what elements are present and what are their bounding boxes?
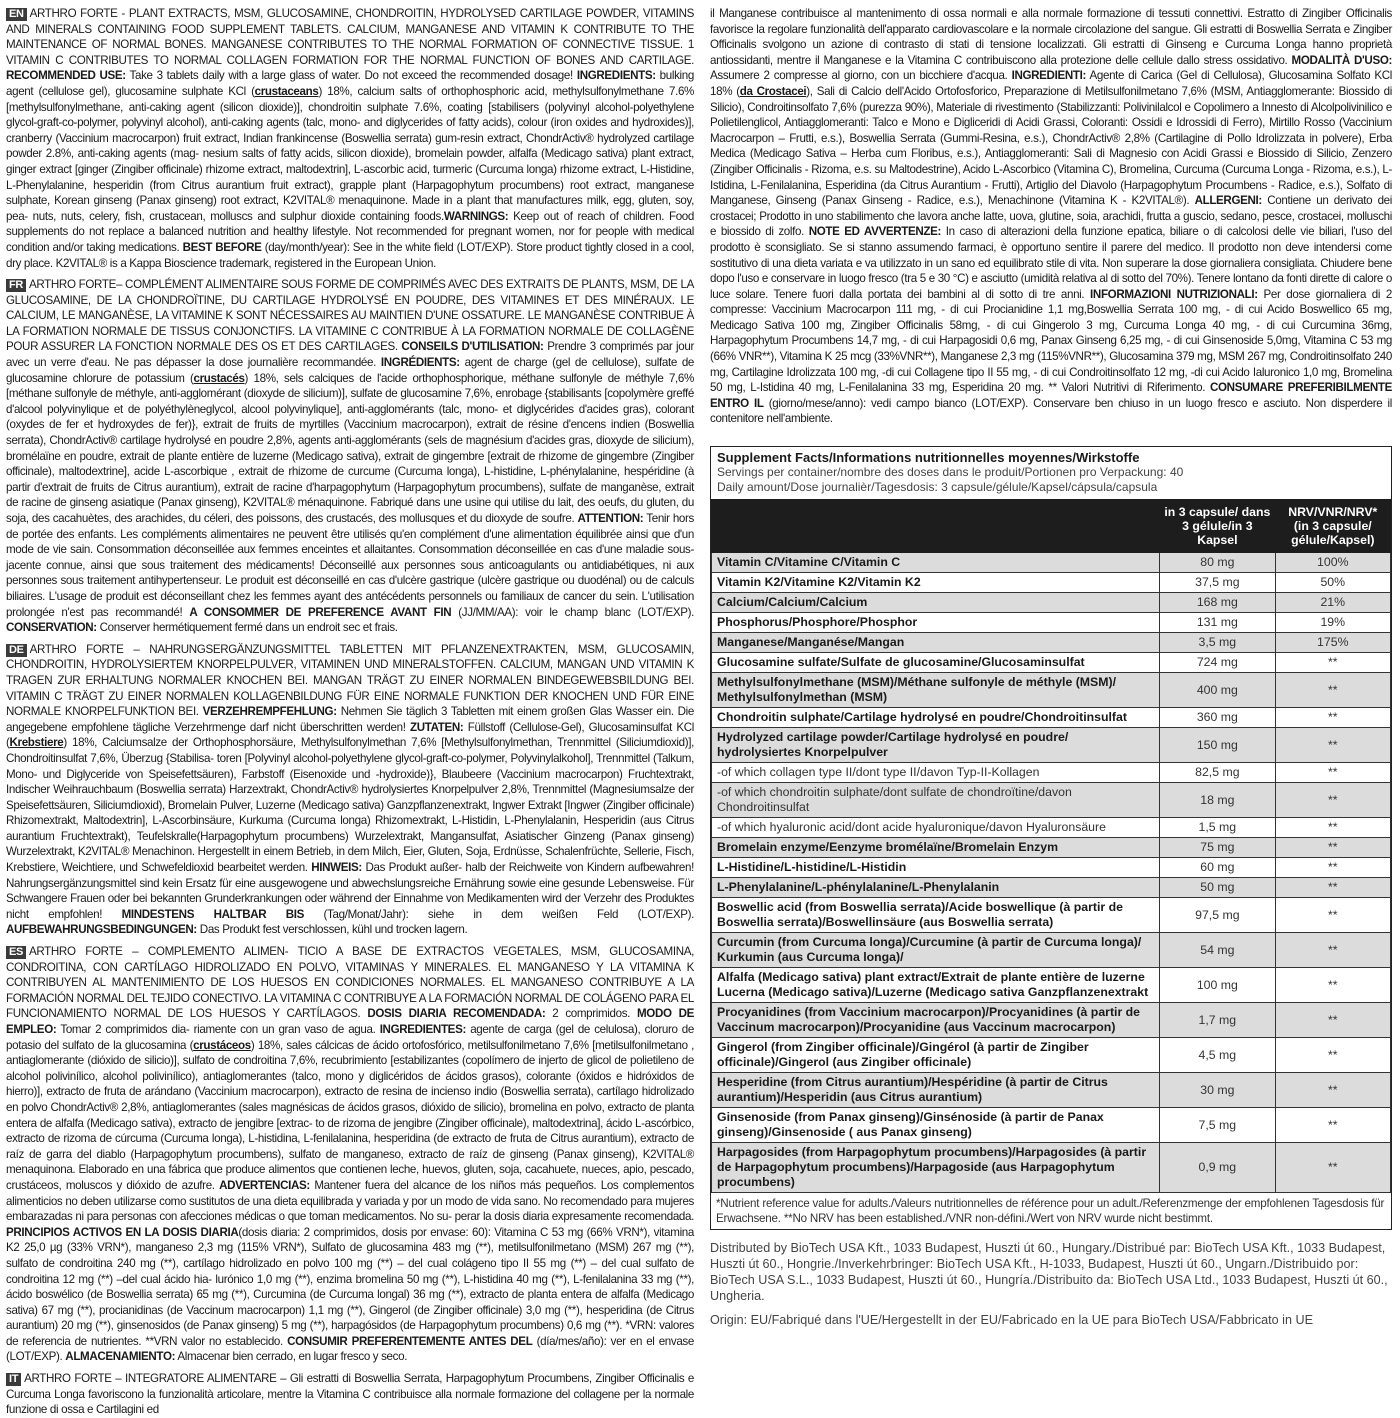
nutrient-nrv: ** xyxy=(1275,783,1390,818)
nutrient-amount: 3,5 mg xyxy=(1160,633,1275,653)
nutrient-nrv: ** xyxy=(1275,1143,1390,1193)
nutrient-amount: 30 mg xyxy=(1160,1073,1275,1108)
nutrient-name: Vitamin K2/Vitamine K2/Vitamin K2 xyxy=(712,573,1160,593)
nutrient-name: Hydrolyzed cartilage powder/Cartilage hydrolysé en poudre/ hydrolysiertes Knorpelpulver xyxy=(712,728,1160,763)
allergen-de: Krebstiere xyxy=(9,736,64,750)
nutrient-name: Chondroitin sulphate/Cartilage hydrolysé en poudre/Chondroitinsulfat xyxy=(712,708,1160,728)
nutrient-nrv: ** xyxy=(1275,673,1390,708)
lang-badge-it: IT xyxy=(6,1373,21,1386)
nutrient-nrv: ** xyxy=(1275,933,1390,968)
nutrient-amount: 82,5 mg xyxy=(1160,763,1275,783)
nutrient-amount: 400 mg xyxy=(1160,673,1275,708)
table-row xyxy=(712,1143,1391,1193)
nutrition-table xyxy=(711,499,1391,1193)
table-header-row xyxy=(712,500,1391,553)
nutrient-name: Phosphorus/Phosphore/Phosphor xyxy=(712,613,1160,633)
nutrient-amount: 131 mg xyxy=(1160,613,1275,633)
left-column xyxy=(6,6,695,1417)
de-heading: ARTHRO FORTE – NAHRUNGSERGÄNZUNGSMITTEL TABLETTEN MIT PFLANZENEXTRAKTEN, MSM, GLUCOSAMIN, CHONDROITIN, HYDROLYSIERTEM KNORPELPULVER, VITAMINEN UND MINERALSTOFFEN. CALCIUM, MANGAN UND VITAMIN K TRAGEN ZUR ERHALTUNG NORMALER KNOCHEN BEI. MANGAN TRÄGT ZU EINER NORMALEN BINDEGEWEBSBILDUNG BEI. VITAMIN C TRÄGT ZU EINER NORMALEN KOLLAGENBILDUNG FÜR EINE NORMALE FUNKTION DER KNOCHEN UND FÜR EINE NORMALE KNORPELFUNKTION BEI. xyxy=(6,642,694,719)
es-heading: ARTHRO FORTE – COMPLEMENTO ALIMEN- TICIO A BASE DE EXTRACTOS VEGETALES, MSM, GLUCOSAMINA, CONDROITINA, CON CARTÍLAGO HIDROLIZADO EN POLVO, VITAMINAS Y MINERALES. EL MANGANESO Y LA VITAMINA K CONTRIBUYEN AL MANTENIMIENTO DE LOS HUESOS EN CONDICIONES NORMALES. EL MANGANESO CONTRIBUYE A LA FORMACIÓN NORMAL DEL TEJIDO CONECTIVO. LA VITAMINA C CONTRIBUYE A LA FORMACIÓN NORMAL DE COLÁGENO PARA EL FUNCIONAMIENTO NORMAL DE LOS HUESOS Y CARTÍLAGOS. xyxy=(6,945,694,1021)
table-row xyxy=(712,898,1391,933)
nutrient-name: Gingerol (from Zingiber officinale)/Gingérol (à partir de Zingiber officinale)/Gingerol (aus Zingiber officinale) xyxy=(712,1038,1160,1073)
nutrient-nrv: ** xyxy=(1275,858,1390,878)
nutrient-amount: 1,5 mg xyxy=(1160,818,1275,838)
nutrient-name: Ginsenoside (from Panax ginseng)/Ginsénoside (à partir de Panax ginseng)/Ginsenoside ( aus Panax ginseng) xyxy=(712,1108,1160,1143)
nutrient-nrv: ** xyxy=(1275,898,1390,933)
header-name xyxy=(712,500,1160,553)
lang-badge-fr: FR xyxy=(6,279,26,292)
table-row xyxy=(712,838,1391,858)
nutrient-amount: 0,9 mg xyxy=(1160,1143,1275,1193)
nutrient-amount: 18 mg xyxy=(1160,783,1275,818)
nutrient-name: Harpagosides (from Harpagophytum procumbens)/Harpagosides (à partir de Harpagophytum procumbens)/Harpagoside (aus Harpagophytum procumbens) xyxy=(712,1143,1160,1193)
header-nrv: NRV/VNR/NRV* (in 3 capsule/ gélule/Kapsel) xyxy=(1275,500,1390,553)
nutrient-nrv: ** xyxy=(1275,653,1390,673)
section-de: DE ARTHRO FORTE – NAHRUNGSERGÄNZUNGSMITTEL TABLETTEN MIT PFLANZENEXTRAKTEN, MSM, GLUCOSAMIN, CHONDROITIN, HYDROLYSIERTEM KNORPELPULVER, VITAMINEN UND MINERALSTOFFEN. CALCIUM, MANGAN UND VITAMIN K TRAGEN ZUR ERHALTUNG NORMALER KNOCHEN BEI. MANGAN TRÄGT ZU EINER NORMALEN BINDEGEWEBSBILDUNG BEI. VITAMIN C TRÄGT ZU EINER NORMALEN KOLLAGENBILDUNG FÜR EINE NORMALE FUNKTION DER KNOCHEN UND FÜR EINE NORMALE KNORPELFUNKTION BEI. VERZEHREMPFEHLUNG: Nehmen Sie täglich 3 Tabletten mit einem großen Glas Wasser ein. Die angegebene empfohlene tägliche Verzehrmenge darf nicht überschritten werden! ZUTATEN: Füllstoff (Cellulose-Gel), Glucosaminsulfat KCl (Krebstiere) 18%, Calciumsalze der Orthophosphorsäure, Methylsulfonylmethan 7,6% [Methylsulfonylmethan, Trennmittel (Siliciumdioxid)], Chondroitinsulfat 7,6%, Überzug {Stabilisa- toren [Polyvinyl alcohol-polyethylene glycol-graft-co-polymer, Polyvinylalkohol], Trennmittel (Talkum, Mono- und Diglyceride von Speisefettsäuren), Farbstoff (Eisenoxide und -hydroxide)}, Blaubeere (Vaccinium macrocarpon) Fruchtextrakt, Indischer Weihrauchbaum (Boswellia serrata) Harzextrakt, ChondrActiv® hydrolysiertes Knorpelpulver 2,8%, Trennmittel (Magnesiumsalze der Speisefettsäuren, Siliciumdioxid), Bromelain Pulver, Luzerne (Medicago sativa) Ganzpflanzenextrakt, Ingwer Extrakt [Ingwer (Zingiber officinale) Rhizomextrakt, Maltodextrin], L-Ascorbinsäure, Kurkuma (Curcuma longa) Rhizomextrakt, L-Histidin, L-Phenylalanin, Hesperidin (aus Citrus aurantium Fruchtextrakt), Teufelskralle(Harpagophytum procumbens) Wurzelextrakt, Mangansulfat, Asiatischer Ginzeng (Panax ginseng) Wurzelextrakt, K2VITAL® Menachinon. Hergestellt in einem Betrieb, in dem Milch, Eier, Gluten, Soja, Erdnüsse, Schalenfrüchte, Sellerie, Fisch, Krebstiere, Weichtiere, und Schwefeldioxid bearbeitet werden. HINWEIS: Das Produkt außer- halb der Reichweite von Kindern aufbewahren! Nahrungsergänzungsmittel sind kein Ersatz für eine ausgewogene und abwechslungsreiche Ernährung sowie eine gesunde Lebensweise. Für Schwangere Frauen oder bei bekannten Grunderkrankungen oder während der Einnahme von Medikamenten wird der Verzehr des Produktes nicht empfohlen! MINDESTENS HALTBAR BIS (Tag/Monat/Jahr): siehe in dem weißen Feld (LOT/EXP). AUFBEWAHRUNGSBEDINGUNGEN: Das Produkt fest verschlossen, kühl und trocken lagern. xyxy=(6,642,694,937)
table-row xyxy=(712,613,1391,633)
nutrient-amount: 150 mg xyxy=(1160,728,1275,763)
nutrient-nrv: ** xyxy=(1275,728,1390,763)
table-row xyxy=(712,673,1391,708)
nutrient-name: Glucosamine sulfate/Sulfate de glucosamine/Glucosaminsulfat xyxy=(712,653,1160,673)
nutrient-name: Vitamin C/Vitamine C/Vitamin C xyxy=(712,553,1160,573)
fr-heading: ARTHRO FORTE– COMPLÉMENT ALIMENTAIRE SOUS FORME DE COMPRIMÉS AVEC DES EXTRAITS DE PLANTS, MSM, DE LA GLUCOSAMINE, DE LA CHONDROÏTINE, DU CARTILAGE HYDROLYSÉ EN POUDRE, DES VITAMINES ET DES MINÉRAUX. LE CALCIUM, LE MANGANÈSE, LA VITAMINE K SONT NÉCESSAIRES AU MAINTIEN D'UNE OSSATURE. LE MANGANÈSE CONTRIBUE À LA FORMATION NORMALE DE TISSUS CONJONCTIFS. LA VITAMINE C CONTRIBUE À LA FORMATION NORMALE DE COLLAGÈNE POUR ASSURER LA FONCTION NORMALE DES OS ET DES CARTILAGES. xyxy=(6,278,694,354)
nutrient-nrv: ** xyxy=(1275,818,1390,838)
origin-info: Origin: EU/Fabriqué dans l'UE/Hergestellt in der EU/Fabricado en la UE para BioTech USA/Fabbricato in UE xyxy=(710,1313,1313,1327)
nutrient-nrv: 50% xyxy=(1275,573,1390,593)
nutrient-name: -of which collagen type II/dont type II/davon Typ-II-Kollagen xyxy=(712,763,1160,783)
nutrient-amount: 100 mg xyxy=(1160,968,1275,1003)
table-row xyxy=(712,728,1391,763)
nutrient-nrv: 19% xyxy=(1275,613,1390,633)
section-es: ES ARTHRO FORTE – COMPLEMENTO ALIMEN- TICIO A BASE DE EXTRACTOS VEGETALES, MSM, GLUCOSAMINA, CONDROITINA, CON CARTÍLAGO HIDROLIZADO EN POLVO, VITAMINAS Y MINERALES. EL MANGANESO Y LA VITAMINA K CONTRIBUYEN AL MANTENIMIENTO DE LOS HUESOS EN CONDICIONES NORMALES. EL MANGANESO CONTRIBUYE A LA FORMACIÓN NORMAL DEL TEJIDO CONECTIVO. LA VITAMINA C CONTRIBUYE A LA FORMACIÓN NORMAL DE COLÁGENO PARA EL FUNCIONAMIENTO NORMAL DE LOS HUESOS Y CARTÍLAGOS. DOSIS DIARIA RECOMENDADA: 2 comprimidos. MODO DE EMPLEO: Tomar 2 comprimidos dia- riamente con un gran vaso de agua. INGREDIENTES: agente de carga (gel de celulosa), cloruro de potasio del sulfato de la glucosamina (crustáceos) 18%, sales cálcicas de ácido ortofosfórico, metilsulfonilmetano 7,6% [metilsulfonilmetano , antiaglomerante (dióxido de silicio)], sulfato de condroitina 7,6%, recubrimiento [estabilizantes (copolímero de injerto de glicol de polietileno de alcohol polivinílico, alcohol polivinílico), antiaglomerantes (talco, mono y diglicéridos de ácidos grasos), colorante (óxidos e hidróxidos de hierro)], extracto de fruta de arándano (Vaccinium macrocarpon), extracto de resina de incienso indio (Boswellia serrata), cartílago hidrolizado en polvo ChondrActiv® 2,8%, antiaglomerantes (sales magnésicas de ácidos grasos, dióxido de silicio), bromelina en polvo, extracto de planta entera de alfalfa (Medicago sativa), extracto de jengibre [extrac- to de rizoma de jengibre (Zingiber officinale), maltodextrina], ácido L-ascórbico, extracto de rizoma de cúrcuma (Curcuma longa), L-histidina, L-fenilalanina, hesperidina (de extracto de fruta de Citrus aurantium), extracto de raíz de garra del diablo (Harpagophytum procumbens), sulfato de manganeso, extracto de raíz de ginseng (Panax ginseng), K2VITAL® menaquinona. Elaborado en una fábrica que produce alimentos que contienen leche, huevos, gluten, soja, cacahuete, nueces, apio, pescado, crustáceos, moluscos y dióxido de azufre. ADVERTENCIAS: Mantener fuera del alcance de los niños más pequeños. Los complementos alimenticios no deben utilizarse como sustitutos de una dieta equilibrada y variada y por un modo de vida sano. No recomendado para mujeres embarazadas ni para personas con afecciones médicas o que toman medicamentos. No su- perar la dosis diaria expresamente recomendada. PRINCIPIOS ACTIVOS EN LA DOSIS DIARIA(dosis diaria: 2 comprimidos, dosis por envase: 60): Vitamina C 53 mg (66% VRN*), vitamina K2 25,0 µg (33% VRN*), manganeso 2,3 mg (115% VRN*), Sulfato de glucosamina 483 mg (**), metilsulfonilmetano (MSM) 267 mg (**), sulfato de condroitina 240 mg (**), cartílago hidrolizado en polvo 100 mg (**) – del cual colágeno tipo II 55 mg (**) – del cual sulfato de condroitina 12 mg (**) –del cual ácido hia- lurónico 1,0 mg (**), enzima bromelina 50 mg (**), L-histidina 40 mg (**), L-fenilalanina 33 mg (**), ácido boswélico (de Boswellia serrata) 65 mg (**), Curcumina (de Curcuma longal) 36 mg (**), extracto de planta entera de alfalfa (Medicago sativa) 67 mg (**), procianidinas (de Vaccinum macrocarpon) 1,1 mg (**), Gingerol (de Zingiber officinale) 3,0 mg (**), hesperidina (de Citrus aurantium) 20 mg (**), ginsenosidos (de Panax ginseng) 5 mg (**), harpagósidos (de Harpagophytum procumbens) 0,6 mg (**). *VRN: valores de referencia de nutrientes. **VRN valor no establecido. CONSUMIR PREFERENTEMENTE ANTES DEL (día/mes/año): ver en el envase (LOT/EXP). ALMACENAMIENTO: Almacenar bien cerrado, en lugar fresco y seco. xyxy=(6,945,695,1364)
table-row xyxy=(712,1108,1391,1143)
nutrient-nrv: ** xyxy=(1275,878,1390,898)
section-en: EN ARTHRO FORTE - PLANT EXTRACTS, MSM, GLUCOSAMINE, CHONDROITIN, HYDROLYSED CARTILAGE POWDER, VITAMINS AND MINERALS CONTAINING FOOD SUPPLEMENT TABLETS. CALCIUM, MANGANESE AND VITAMIN K CONTRIBUTE TO THE MAINTENANCE OF NORMAL BONES. MANGANESE CONTRIBUTES TO THE NORMAL FORMATION OF CONNECTIVE TISSUE. 1 VITAMIN C CONTRIBUTES TO NORMAL COLLAGEN FORMATION FOR THE NORMAL FUNCTION OF BONES AND CARTILAGE. RECOMMENDED USE: Take 3 tablets daily with a large glass of water. Do not exceed the recommended dosage! INGREDIENTS: bulking agent (cellulose gel), glucosamine sulphate KCl (crustaceans) 18%, calcium salts of orthophosphoric acid, methylsulfonylmethane 7.6% [methylsulfonylmethane, anti-caking agent (silicon dioxide)], chondroitin sulphate 7.6%, coating [stabilisers (polyvinyl alcohol-polyethylene glycol-graft-co-polymer, polyvinyl alcohol), anti-caking agents (talc, mono- and diglycerides of fatty acids), colour (iron oxides and hydroxides)], cranberry (Vaccinium macrocarpon) fruit extract, Indian frankincense (Boswellia serrata) gum-resin extract, ChondrActiv® hydrolyzed cartilage powder 2.8%, anti-caking agents (mag- nesium salts of fatty acids, silicon dioxide), bromelain powder, alfalfa (Medicago sativa) plant extract, ginger extract [ginger (Zingiber officinale) rhizome extract, maltodextrin], L-ascorbic acid, turmeric (Curcuma longa) rhizome extract, L-Histidine, L-Phenylalanine, hesperidin (from Citrus aurantium fruit extract), grapple plant (Harpagophytum procumbens) root extract, manganese sulphate, Korean ginseng (Panax ginseng) root extract, K2VITAL® menaquinone. Made in a plant that manufactures milk, egg, gluten, soy, pea- nuts, nuts, celery, fish, crustacean, molluscs and sulphur dioxide containing foods.WARNINGS: Keep out of reach of children. Food supplements do not replace a balanced nutrition and healthy lifestyle. Not recommended for pregnant women, nor for people with medical condition and/or taking medications. BEST BEFORE (day/month/year): See in the white field (LOT/EXP). Store product tightly closed in a cool, dry place. K2VITAL® is a Kappa Bioscience trademark, registered in the European Union. xyxy=(6,7,694,270)
allergen-fr: crustacés xyxy=(193,371,245,385)
right-column xyxy=(710,6,1392,1394)
nutrient-amount: 168 mg xyxy=(1160,593,1275,613)
nutrition-table-body xyxy=(712,553,1391,1193)
lang-badge-es: ES xyxy=(6,946,26,959)
nutrient-name: Hesperidine (from Citrus aurantium)/Hespéridine (à partir de Citrus aurantium)/Hesperidin (aus Citrus aurantium) xyxy=(712,1073,1160,1108)
nutrient-name: Calcium/Calcium/Calcium xyxy=(712,593,1160,613)
table-row xyxy=(712,1038,1391,1073)
it-heading: ARTHRO FORTE – INTEGRATORE ALIMENTARE xyxy=(24,1372,277,1386)
header-amount: in 3 capsule/ dans 3 gélule/in 3 Kapsel xyxy=(1160,500,1275,553)
nutrient-name: Boswellic acid (from Boswellia serrata)/Acide boswellique (à partir de Boswellia serrata)/Boswellinsäure (aus Boswellia serrata) xyxy=(712,898,1160,933)
table-row xyxy=(712,783,1391,818)
section-fr: FR ARTHRO FORTE– COMPLÉMENT ALIMENTAIRE SOUS FORME DE COMPRIMÉS AVEC DES EXTRAITS DE PLANTS, MSM, DE LA GLUCOSAMINE, DE LA CHONDROÏTINE, DU CARTILAGE HYDROLYSÉ EN POUDRE, DES VITAMINES ET DES MINÉRAUX. LE CALCIUM, LE MANGANÈSE, LA VITAMINE K SONT NÉCESSAIRES AU MAINTIEN D'UNE OSSATURE. LE MANGANÈSE CONTRIBUE À LA FORMATION NORMALE DE TISSUS CONJONCTIFS. LA VITAMINE C CONTRIBUE À LA FORMATION NORMALE DE COLLAGÈNE POUR ASSURER LA FONCTION NORMALE DES OS ET DES CARTILAGES. CONSEILS D'UTILISATION: Prendre 3 comprimés par jour avec un verre d'eau. Ne pas dépasser la dose journalière recommandée. INGRÉDIENTS: agent de charge (gel de cellulose), sulfate de glucosamine chlorure de potassium (crustacés) 18%, sels calciques de l'acide orthophosphorique, méthane sulfonyle de méthyle 7,6% [méthane sulfonyle de méthyle, anti-agglomérant (dioxyde de silicium)], sulfate de glucosamine 7,6%, enrobage {stabilisants [copolymère greffé d'alcool polyvinylique et de polyéthylèneglycol, alcool polyvinylique], anti-agglomérants (talc, mono- et diglycérides d'acides gras), colorant (oxydes de fer et hydroxydes de fer)}, extrait de fruits de myrtilles (Vaccinium macrocarpon), extrait de résine d'encens indien (Boswellia serrata), ChondrActiv® cartilage hydrolysé en poudre 2,8%, agents anti-agglomérants (sels de magnésium d'acides gras, dioxyde de silicium), bromélaïne en poudre, extrait de plante entière de luzerne (Medicago sativa), extrait de gingembre [extrait de rhizome de gingembre (Zingiber officinale), maltodextrine], acide L-ascorbique , extrait de rhizome de curcume (Curcuma longa), L-histidine, L-phénylalanine, hespéridine (à partir d'extrait de fruits de Citrus aurantium), extrait de racine d'harpagophytum (Harpagophytum procumbens), sulfate de manganèse, extrait de racine de ginseng asiatique (Panax ginseng), K2VITAL® ménaquinone. Fabriqué dans une usine qui utilise du lait, des oeufs, du gluten, du soja, des cacahuètes, des arachides, du céleri, des poissons, des crustacés, des mollusques et du dioxyde de soufre. ATTENTION: Tenir hors de portée des enfants. Les compléments alimentaires ne peuvent être utilisés qu'en complément d'une alimentation équilibrée ainsi que d'un mode de vie sain. Consommation déconseillée aux femmes enceintes et allaitantes. Consommation déconseillée en cas d'une maladie sous-jacente connue, ainsi que sous traitement des médicaments! Déconseillé aux personnes sous anticoagulants ou antidiabétiques, ni aux personnes sous traitement antihypertenseur. Le produit est déconseillé en cas d'ulcère gastrique (ulcère gastrique ou duodénal) ou de calculs biliaires. L'usage de produit est déconseillant chez les femmes ayant des antécédents personnels ou familiaux de cancer du sein. L'utilisation prolongée n'est pas recommandé! A CONSOMMER DE PREFERENCE AVANT FIN (JJ/MM/AA): voir le champ blanc (LOT/EXP). CONSERVATION: Conserver hermétiquement fermé dans un endroit sec et frais. xyxy=(6,278,695,635)
allergen-en: crustaceans xyxy=(254,84,319,98)
nutrient-amount: 75 mg xyxy=(1160,838,1275,858)
nutrient-name: Alfalfa (Medicago sativa) plant extract/Extrait de plante entière de luzerne Lucerna (Medicago sativa)/Luzerne (Medicago sativa Ganzpflanzenextrakt xyxy=(712,968,1160,1003)
nutrient-name: L-Phenylalanine/L-phénylalanine/L-Phenylalanin xyxy=(712,878,1160,898)
nutrient-name: -of which hyaluronic acid/dont acide hyaluronique/davon Hyaluronsäure xyxy=(712,818,1160,838)
table-row xyxy=(712,1073,1391,1108)
nutrient-amount: 1,7 mg xyxy=(1160,1003,1275,1038)
distributor-info: Distributed by BioTech USA Kft., 1033 Budapest, Huszti út 60., Hungary./Distribué par: BioTech USA Kft., 1033 Budapest, Huszti út 60., Hongrie./Inverkehrbringer: BioTech USA Kft., H-1033, Budapest, Huszti út 60., Ungarn./Distribuido por: BioTech USA S.L., 1033 Budapest, Huszti út 60., Hungría./Distribuito da: BioTech USA Ltd., 1033 Budapest, Huszti út 60., Ungheria. xyxy=(710,1241,1388,1303)
lang-badge-de: DE xyxy=(6,644,27,657)
table-row xyxy=(712,968,1391,1003)
nutrient-amount: 4,5 mg xyxy=(1160,1038,1275,1073)
table-row xyxy=(712,653,1391,673)
nutrient-nrv: ** xyxy=(1275,968,1390,1003)
table-row xyxy=(712,818,1391,838)
table-row xyxy=(712,708,1391,728)
nutrient-name: Procyanidines (from Vaccinium macrocarpon)/Procyanidines (à partir de Vaccinum macrocarpon)/Procyanidine (aus Vaccinum macrocarpon) xyxy=(712,1003,1160,1038)
nutrient-name: Manganese/Manganése/Mangan xyxy=(712,633,1160,653)
nutrient-amount: 7,5 mg xyxy=(1160,1108,1275,1143)
nutrient-nrv: ** xyxy=(1275,838,1390,858)
nutrient-name: Curcumin (from Curcuma longa)/Curcumine (à partir de Curcuma longa)/ Kurkumin (aus Curcuma longa)/ xyxy=(712,933,1160,968)
table-row xyxy=(712,933,1391,968)
nutrient-amount: 360 mg xyxy=(1160,708,1275,728)
nutrient-amount: 54 mg xyxy=(1160,933,1275,968)
supplement-facts-box xyxy=(710,446,1392,1230)
nutrient-name: Bromelain enzyme/Eenzyme bromélaïne/Bromelain Enzym xyxy=(712,838,1160,858)
nutrient-amount: 50 mg xyxy=(1160,878,1275,898)
nutrient-amount: 80 mg xyxy=(1160,553,1275,573)
nutrient-name: L-Histidine/L-histidine/L-Histidin xyxy=(712,858,1160,878)
nutrient-name: -of which chondroitin sulphate/dont sulfate de chondroïtine/davon Chondroitinsulfat xyxy=(712,783,1160,818)
allergen-es: crustáceos xyxy=(193,1038,251,1052)
section-it-continued: il Manganese contribuisce al mantenimento di ossa normali e alla normale formazione di tessuti connettivi. Estratto di Zingiber Officinalis favorisce la regolare funzionalità dell'apparato cardiovascolare e la normale circolazione del sangue. Gli estratti di Boswellia Serrata e Zingiber Officinalis svolgono un azione di contrasto di stati di tensione localizzati. Gli estratti di Ginseng e Curcuma Longa hanno proprietà antiossidanti, mentre il Manganese e la Vitamina C contribuiscono alla protezione delle cellule dallo stress ossidativo. MODALITÀ D'USO: Assumere 2 compresse al giorno, con un bicchiere d'acqua. INGREDIENTI: Agente di Carica (Gel di Cellulosa), Glucosamina Solfato KCl 18% (da Crostacei), Sali di Calcio dell'Acido Ortofosforico, Preparazione di Metilsulfonilmetano 7,6% (MSM, Antiagglomerante: Biossido di Silicio), Condroitinsolfato 7,6% (purezza 90%), Materiale di rivestimento (Stabilizzanti: Polivinilalcol e Copolimero a Innesto di Alcolpolivinilico e Polietilenglicol, Antiagglomeranti: Talco e Mono e Digliceridi di Acidi Grassi, Coloranti: Ossidi e Idrossidi di Ferro), Mirtillo Rosso (Vaccinium Macrocarpon – Frutti, e.s.), Boswellia Serrata (Gummi-Resina, e.s.), ChondrActiv® 2,8% (Cartilagine di Pollo Idrolizzata in polvere), Erba Medica (Medicago Sativa – Herba cum Floribus, e.s.), Antiagglomeranti: Sali di Magnesio con Acidi Grassi e Biossido di Silicio, Zenzero (Zingiber Officinalis - Rizoma, e.s. su Maltodestrine), Acido L-Ascorbico (Vitamina C), Bromelina, Curcuma (Curcuma Longa - Rizoma, e.s.), L-Istidina, L-Fenilalanina, Esperidina (da Citrus Aurantium - Frutti), Artiglio del Diavolo (Harpagophytum Procumbens - Radice, e.s.), Solfato di Manganese, Ginseng (Panax Ginseng - Radice, e.s.), Menachinone (Vitamina K - K2VITAL®). ALLERGENI: Contiene un derivato dei crostacei; Prodotto in uno stabilimento che lavora anche latte, uova, glutine, soia, arachidi, frutta a guscio, sedano, pesce, crostacei, molluschi e biossido di zolfo. NOTE ED AVVERTENZE: In caso di alterazioni della funzione epatica, biliare o di calcolosi delle vie biliari, l'uso del prodotto è sconsigliato. Se si stanno assumendo farmaci, è opportuno sentire il parere del medico. Il prodotto non deve intendersi come sostitutivo di una dieta variata e va utilizzato in un sano ed equilibrato stile di vita. Non superare la dose giornaliera consigliata. Chiudere bene dopo l'uso e conservare in luogo fresco (tra 5 e 30 °C) e asciutto (umidità relativa al di sotto del 70%). Tenere lontano da fonti dirette di calore o luce solare. Tenere fuori dalla portata dei bambini al di sotto di tre anni. INFORMAZIONI NUTRIZIONALI: Per dose giornaliera di 2 compresse: Vaccinium Macrocarpon 111 mg, - di cui Procianidine 1,1 mg,Boswellia Serrata 100 mg, - di cui Acido Boswellico 65 mg, Medicago Sativa 100 mg, Zingiber Officinalis 58mg, - di cui Gingerolo 3 mg, Curcuma Longa 40 mg, - di cui Curcumina 36mg, Harpagophytum Procumbens 14,7 mg, - di cui Harpagosidi 0,6 mg, Panax Ginseng 6,25 mg, - di cui Ginsenoside 5,0mg, Vitamina C 53 mg (66% VNR**), Vitamina K 25 mcg (33%VNR**), Manganese 2,3 mg (115%VNR**), Glucosamina 379 mg, MSM 267 mg, Condroitinsolfato 240 mg, Cartilagine Idrolizzata 100 mg, -di cui Collagene tipo II 55 mg, - di cui Condroitinsolfato 12 mg, -di cui Acido Ialuronico 1,0 mg, Bromelina 50 mg, L-Istidina 40 mg, L-Fenilalanina 33 mg, Esperidina 20 mg. ** Valori Nutritivi di Riferimento. CONSUMARE PREFERIBILMENTE ENTRO IL (giorno/mese/anno): vedi campo bianco (LOT/EXP). Conservare ben chiuso in un luogo fresco e asciuto. Non disperdere il contenitore nell'ambiente. xyxy=(710,7,1393,426)
nutrient-nrv: ** xyxy=(1275,1073,1390,1108)
nutrient-nrv: ** xyxy=(1275,1003,1390,1038)
table-row xyxy=(712,633,1391,653)
nutrient-nrv: 21% xyxy=(1275,593,1390,613)
table-row xyxy=(712,593,1391,613)
table-row xyxy=(712,1003,1391,1038)
nutrient-amount: 37,5 mg xyxy=(1160,573,1275,593)
nutrient-nrv: ** xyxy=(1275,708,1390,728)
nutrient-name: Methylsulfonylmethane (MSM)/Méthane sulfonyle de méthyle (MSM)/ Methylsulfonylmethan (MSM) xyxy=(712,673,1160,708)
lang-badge-en: EN xyxy=(6,8,27,21)
daily-amount: Daily amount/Dose journalièr/Tagesdosis: 3 capsule/gélule/Kapsel/cápsula/capsula xyxy=(717,480,1158,494)
nutrient-amount: 60 mg xyxy=(1160,858,1275,878)
supplement-facts-header xyxy=(711,447,1391,499)
table-row xyxy=(712,763,1391,783)
nutrient-nrv: ** xyxy=(1275,763,1390,783)
nrv-footnote: *Nutrient reference value for adults./Valeurs nutritionnelles de référence pour un adult./Referenzmenge der empfohlenen Tagesdosis für Erwachsene. **No NRV has been established./VNR non-défini./Wert von NRV wurde nicht bestimmt. xyxy=(716,1197,1385,1225)
allergen-it: da Crostacei xyxy=(739,84,807,98)
table-row xyxy=(712,553,1391,573)
section-it-start: IT ARTHRO FORTE – INTEGRATORE ALIMENTARE – Gli estratti di Boswellia Serrata, Harpagophytum Procumbens, Zingiber Officinalis e Curcuma Longa favoriscono la funzionalità articolare, mentre la Vitamina C contribuisce alla normale formazione del collagene per la normale funzione di ossa e Cartilagini ed xyxy=(6,1372,694,1417)
nutrient-nrv: ** xyxy=(1275,1108,1390,1143)
servings-per-container: Servings per container/nombre des doses dans le produit/Portionen pro Verpackung: 40 xyxy=(717,465,1184,479)
table-row xyxy=(712,878,1391,898)
table-row xyxy=(712,858,1391,878)
nutrient-amount: 97,5 mg xyxy=(1160,898,1275,933)
en-heading: ARTHRO FORTE - PLANT EXTRACTS, MSM, GLUCOSAMINE, CHONDROITIN, HYDROLYSED CARTILAGE POWDER, VITAMINS AND MINERALS CONTAINING FOOD SUPPLEMENT TABLETS. CALCIUM, MANGANESE AND VITAMIN K CONTRIBUTE TO THE MAINTENANCE OF NORMAL BONES. MANGANESE CONTRIBUTES TO THE NORMAL FORMATION OF CONNECTIVE TISSUE. 1 VITAMIN C CONTRIBUTES TO NORMAL COLLAGEN FORMATION FOR THE NORMAL FUNCTION OF BONES AND CARTILAGE. xyxy=(6,7,694,67)
nutrient-amount: 724 mg xyxy=(1160,653,1275,673)
supplement-facts-title: Supplement Facts/Informations nutritionnelles moyennes/Wirkstoffe xyxy=(717,450,1140,465)
nutrient-nrv: ** xyxy=(1275,1038,1390,1073)
nutrient-nrv: 100% xyxy=(1275,553,1390,573)
table-row xyxy=(712,573,1391,593)
nutrient-nrv: 175% xyxy=(1275,633,1390,653)
